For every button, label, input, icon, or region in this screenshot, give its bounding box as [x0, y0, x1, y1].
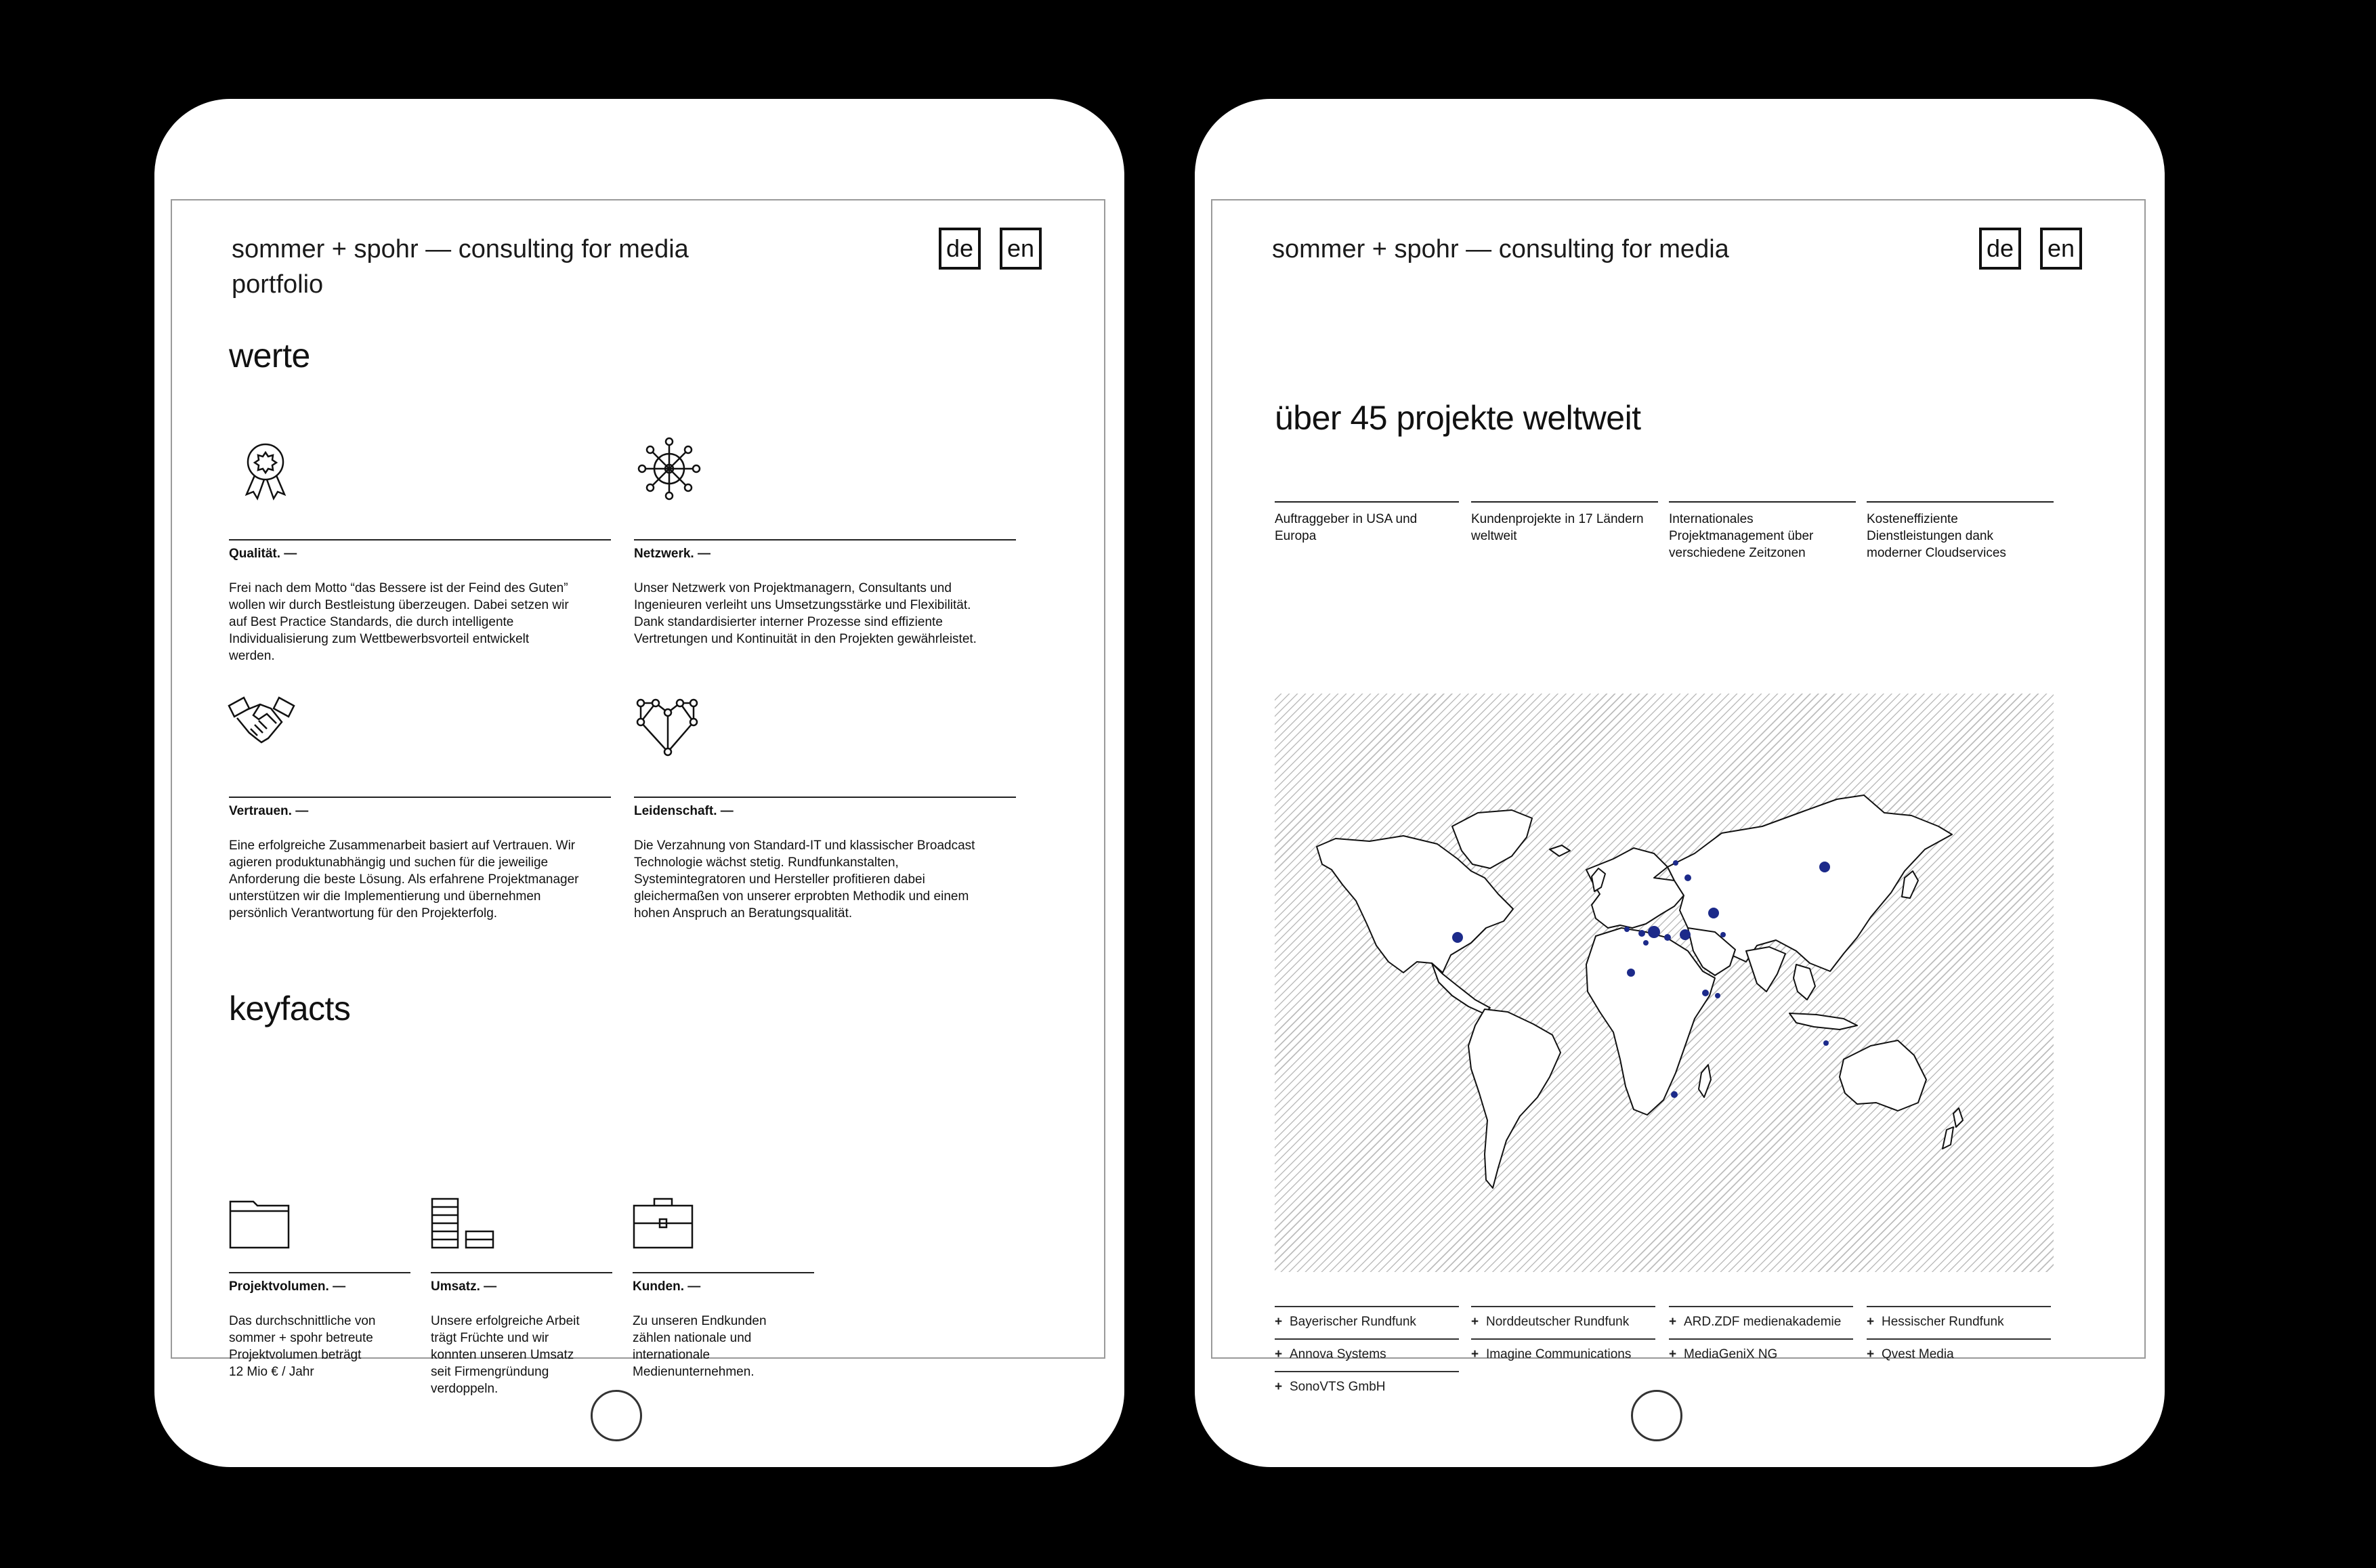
project-location-dot — [1702, 990, 1709, 996]
client-name: Qvest Media — [1882, 1347, 1954, 1361]
keyfact-label-projektvolumen: Projektvolumen. — — [229, 1279, 346, 1294]
client-item[interactable] — [1669, 1306, 1853, 1337]
divider — [431, 1272, 612, 1273]
folder-icon — [229, 1196, 291, 1250]
plus-icon: + — [1471, 1347, 1479, 1361]
home-button[interactable] — [591, 1390, 642, 1441]
werte-label-netzwerk: Netzwerk. — — [634, 547, 710, 561]
werte-label-qualitaet: Qualität. — — [229, 547, 297, 561]
divider — [229, 539, 611, 541]
project-location-dot — [1708, 908, 1719, 918]
plus-icon: + — [1275, 1347, 1283, 1361]
keyfact-label-kunden: Kunden. — — [633, 1279, 701, 1294]
section-title-keyfacts: keyfacts — [229, 990, 351, 1027]
project-location-dot — [1627, 969, 1635, 977]
werte-text-leidenschaft: Die Verzahnung von Standard-IT und klassischer Broadcast Technologie wächst stetig. Rundfunkanstalten, Systemintegratoren und Hersteller profitieren dabei gleichermaßen von unserer erprobten Methodik und einem hohen Anspruch an Beratungsqualität. — [634, 839, 975, 920]
handshake-icon — [226, 695, 297, 760]
divider — [1275, 501, 1459, 503]
plus-icon: + — [1669, 1347, 1677, 1361]
world-map — [1275, 694, 2054, 1272]
tablet-left — [154, 99, 1124, 1467]
stat-kundenprojekte: Kundenprojekte in 17 Ländern weltweit — [1471, 512, 1644, 543]
lang-en-button[interactable]: en — [1000, 228, 1042, 270]
divider — [634, 797, 1016, 798]
client-item[interactable] — [1867, 1338, 2051, 1370]
page-subtitle: portfolio — [232, 270, 324, 299]
stacked-bars-icon — [431, 1196, 498, 1250]
project-location-dot — [1643, 940, 1649, 946]
project-location-dot — [1638, 930, 1645, 937]
client-item[interactable] — [1669, 1338, 1853, 1370]
werte-text-netzwerk: Unser Netzwerk von Projektmanagern, Consultants und Ingenieuren verleiht uns Umsetzungsstärke und Flexibilität. Dank standardisierter interner Prozesse sind effiziente Vertretungen und Kontinuität in den Projekten gewährleistet. — [634, 581, 977, 646]
project-location-dot — [1819, 862, 1830, 872]
client-item[interactable] — [1275, 1306, 1459, 1337]
werte-label-leidenschaft: Leidenschaft. — — [634, 804, 734, 818]
screen-projects — [1211, 199, 2146, 1394]
client-item[interactable] — [1275, 1338, 1459, 1370]
client-name: Norddeutscher Rundfunk — [1486, 1315, 1630, 1329]
client-name: Bayerischer Rundfunk — [1290, 1315, 1416, 1329]
network-wheel-icon — [637, 436, 702, 501]
tablet-right — [1195, 99, 2165, 1467]
brand-title[interactable]: sommer + spohr — consulting for media — [1272, 235, 1729, 263]
section-title-werte: werte — [229, 337, 310, 375]
divider — [633, 1272, 814, 1273]
client-name: Imagine Communications — [1486, 1347, 1632, 1361]
screen-portfolio — [171, 199, 1105, 1396]
project-location-dot — [1823, 1040, 1829, 1046]
project-location-dot — [1664, 934, 1671, 941]
keyfact-text-kunden: Zu unseren Endkunden zählen nationale und internationale Medienunternehmen. — [633, 1314, 767, 1379]
home-button[interactable] — [1631, 1390, 1682, 1441]
project-location-dot — [1680, 929, 1691, 940]
award-ribbon-icon — [233, 436, 298, 501]
plus-icon: + — [1669, 1315, 1677, 1329]
project-location-dot — [1671, 1091, 1678, 1098]
project-location-dot — [1673, 860, 1678, 866]
client-name: ARD.ZDF medienakademie — [1684, 1315, 1842, 1329]
divider — [1471, 501, 1658, 503]
divider — [1867, 501, 2054, 503]
project-location-dot — [1720, 932, 1726, 937]
keyfact-label-umsatz: Umsatz. — — [431, 1279, 497, 1294]
client-name: SonoVTS GmbH — [1290, 1380, 1386, 1394]
heart-network-icon — [635, 695, 700, 760]
werte-text-qualitaet: Frei nach dem Motto “das Bessere ist der Feind des Guten” wollen wir durch Bestleistung überzeugen. Dabei setzen wir auf Best Practice Standards, die durch intelligente Individualisierung zum Wettbewerbsvorteil entwickelt werden. — [229, 581, 569, 663]
project-location-dot — [1624, 927, 1630, 932]
client-item[interactable] — [1471, 1338, 1655, 1370]
project-location-dot — [1648, 926, 1660, 938]
client-item[interactable] — [1867, 1306, 2051, 1337]
keyfact-text-projektvolumen: Das durchschnittliche von sommer + spohr betreute Projektvolumen beträgt 12 Mio € / Jahr — [229, 1314, 376, 1379]
project-location-dot — [1684, 874, 1691, 881]
keyfact-text-umsatz: Unsere erfolgreiche Arbeit trägt Früchte und wir konnten unseren Umsatz seit Firmengründung verdoppeln. — [431, 1314, 580, 1396]
divider — [229, 1272, 410, 1273]
divider — [1669, 501, 1856, 503]
plus-icon: + — [1275, 1380, 1283, 1394]
divider — [634, 539, 1016, 541]
plus-icon: + — [1471, 1315, 1479, 1329]
plus-icon: + — [1867, 1347, 1875, 1361]
project-location-dot — [1452, 932, 1463, 943]
stat-projektmanagement: Internationales Projektmanagement über verschiedene Zeitzonen — [1669, 512, 1814, 560]
werte-text-vertrauen: Eine erfolgreiche Zusammenarbeit basiert auf Vertrauen. Wir agieren produktunabhängig und suchen für die jeweilige Anforderung die beste Lösung. Als erfahrene Projektmanager unterstützen wir die Implementierung und übernehmen persönlich Verantwortung für den Projekterfolg. — [229, 839, 579, 920]
briefcase-icon — [633, 1196, 695, 1250]
client-name: MediaGeniX NG — [1684, 1347, 1778, 1361]
divider — [229, 797, 611, 798]
brand-title[interactable]: sommer + spohr — consulting for media — [232, 235, 689, 263]
plus-icon: + — [1275, 1315, 1283, 1329]
lang-de-button[interactable]: de — [939, 228, 981, 270]
world-map-svg — [1275, 694, 2054, 1272]
lang-de-button[interactable]: de — [1979, 228, 2021, 270]
plus-icon: + — [1867, 1315, 1875, 1329]
client-item[interactable] — [1275, 1371, 1459, 1402]
lang-en-button[interactable]: en — [2040, 228, 2082, 270]
project-location-dot — [1715, 993, 1720, 998]
stat-kosteneffizient: Kosteneffiziente Dienstleistungen dank moderner Cloudservices — [1867, 512, 2006, 560]
page-title: über 45 projekte weltweit — [1275, 399, 1641, 437]
client-item[interactable] — [1471, 1306, 1655, 1337]
werte-label-vertrauen: Vertrauen. — — [229, 804, 309, 818]
stat-auftraggeber: Auftraggeber in USA und Europa — [1275, 512, 1418, 543]
client-name: Annova Systems — [1290, 1347, 1386, 1361]
client-name: Hessischer Rundfunk — [1882, 1315, 2004, 1329]
